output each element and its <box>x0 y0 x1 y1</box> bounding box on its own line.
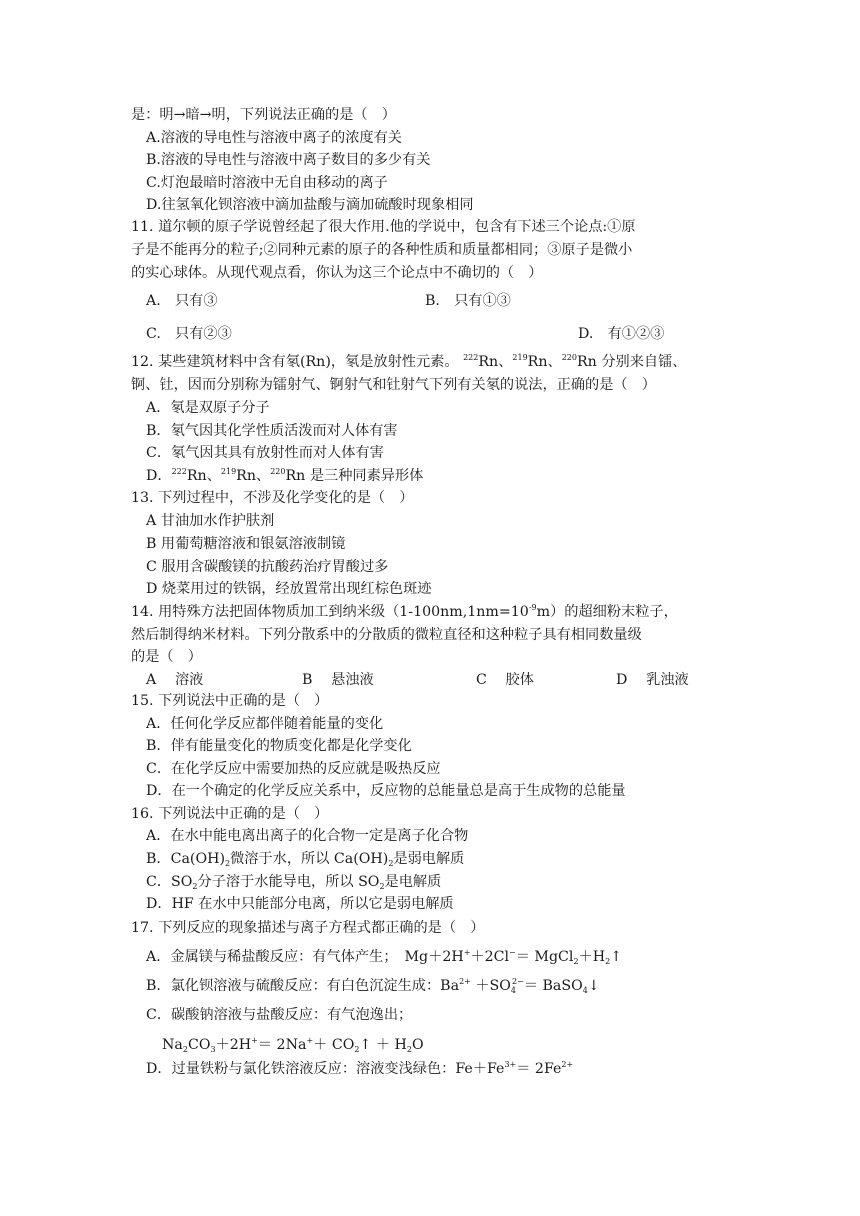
q12-option-c: C．氡气因其具有放射性而对人体有害 <box>146 445 384 461</box>
q15-option-b: B．伴有能量变化的物质变化都是化学变化 <box>146 738 412 754</box>
q13-option-a: A 甘油加水作护肤剂 <box>146 513 275 529</box>
q14-stem-line-3: 的是（ ） <box>131 649 202 665</box>
q13-stem: 13. 下列过程中，不涉及化学变化的是（ ） <box>131 490 414 506</box>
q11-stem-line-2: 子是不能再分的粒子;②同种元素的原子的各种性质和质量都相同；③原子是微小 <box>131 242 633 258</box>
q16-option-d: D．HF 在水中只能部分电离，所以它是弱电解质 <box>146 896 454 912</box>
q11-option-c: C. 只有②③ <box>146 326 232 342</box>
q12-stem-line-2: 锕、钍，因而分别称为镭射气、锕射气和钍射气下列有关氡的说法，正确的是（ ） <box>131 377 656 393</box>
q14-option-b: B 悬浊液 <box>302 672 374 688</box>
q10-stem: 是：明→暗→明，下列说法正确的是（ ） <box>131 107 396 123</box>
q14-option-c: C 胶体 <box>476 672 534 688</box>
q15-stem: 15. 下列说法中正确的是（ ） <box>131 693 329 709</box>
q17-option-a: A．金属镁与稀盐酸反应：有气体产生； $Mg+2H^++2Cl^-= MgCl_2+H_2↑$ <box>146 948 623 966</box>
q12-option-b: B．氡气因其化学性质活泼而对人体有害 <box>146 423 398 439</box>
q17-option-c: C．碳酸钠溶液与盐酸反应：有气泡逸出； <box>146 1007 413 1023</box>
q14-options <box>0 669 860 691</box>
q10-option-a: A.溶液的导电性与溶液中离子的浓度有关 <box>146 130 402 146</box>
q16-option-c: C．$SO_2$分子溶于水能导电，所以 $SO_2$是电解质 <box>146 874 442 891</box>
q12-option-a: A．氡是双原子分子 <box>146 400 270 416</box>
q14-stem-line-2: 然后制得纳米材料。下列分散系中的分散质的微粒直径和这种粒子具有相同数量级 <box>131 627 642 643</box>
q14-option-d: D 乳浊液 <box>616 672 689 688</box>
q10-option-c: C.灯泡最暗时溶液中无自由移动的离子 <box>146 175 388 191</box>
q17-option-d: D．过量铁粉与氯化铁溶液反应：溶液变浅绿色：$Fe+Fe^{3+}= 2Fe^{2+}$ <box>146 1060 574 1077</box>
q11-options-row-1 <box>0 290 860 312</box>
q16-stem: 16. 下列说法中正确的是（ ） <box>131 806 329 822</box>
q11-stem-line-3: 的实心球体。从现代观点看，你认为这三个论点中不确切的（ ） <box>131 265 543 281</box>
q17-option-b: B．氯化钡溶液与硫酸反应：有白色沉淀生成：$Ba^{2+} +SO_4^{2-}=$ BaSO$_4$↓ <box>146 977 600 995</box>
q15-option-d: D．在一个确定的化学反应关系中，反应物的总能量总是高于生成物的总能量 <box>146 783 626 799</box>
q15-option-a: A．任何化学反应都伴随着能量的变化 <box>146 716 384 732</box>
q16-option-b: B．$Ca(OH)_2$微溶于水，所以 $Ca(OH)_2$是弱电解质 <box>146 851 465 868</box>
q10-option-d: D.往氢氧化钡溶液中滴加盐酸与滴加硫酸时现象相同 <box>146 197 474 213</box>
q16-option-a: A．在水中能电离出离子的化合物一定是离子化合物 <box>146 828 469 844</box>
q11-stem-line-1: 11. 道尔顿的原子学说曾经起了很大作用.他的学说中，包含有下述三个论点:①原 <box>131 219 636 235</box>
q11-option-a: A. 只有③ <box>146 293 218 309</box>
q11-option-d: D. 有①②③ <box>578 326 665 342</box>
q15-option-c: C．在化学反应中需要加热的反应就是吸热反应 <box>146 761 441 777</box>
q13-option-b: B 用葡萄糖溶液和银氨溶液制镜 <box>146 536 346 552</box>
q11-options-row-2 <box>0 323 860 345</box>
q14-stem-line-1: 14. 用特殊方法把固体物质加工到纳米级$(1-100nm,1nm=10^{-9}m)$的超细粉末粒子， <box>131 603 678 620</box>
q14-option-a: A 溶液 <box>146 672 204 688</box>
q11-option-b: B. 只有①③ <box>425 293 511 309</box>
q12-option-d: D．$^{222}$Rn、$^{219}$Rn、$^{220}$Rn 是三种同素异形体 <box>146 467 424 484</box>
q13-option-d: D 烧菜用过的铁锅，经放置常出现红棕色斑迹 <box>146 581 432 597</box>
q17-stem: 17. 下列反应的现象描述与离子方程式都正确的是（ ） <box>131 920 485 936</box>
q10-option-b: B.溶液的导电性与溶液中离子数目的多少有关 <box>146 152 431 168</box>
q13-option-c: C 服用含碳酸镁的抗酸药治疗胃酸过多 <box>146 559 389 575</box>
q17-option-c-equation: $Na_2CO_3+2H^+= 2Na^++$ $CO_2↑ + H_2O$ <box>162 1036 424 1054</box>
q12-stem-line-1: 12. 某些建筑材料中含有氡(Rn)，氡是放射性元素。 $^{222}$Rn、$^{219}$Rn、$^{220}$Rn 分别来自镭、 <box>131 353 687 370</box>
